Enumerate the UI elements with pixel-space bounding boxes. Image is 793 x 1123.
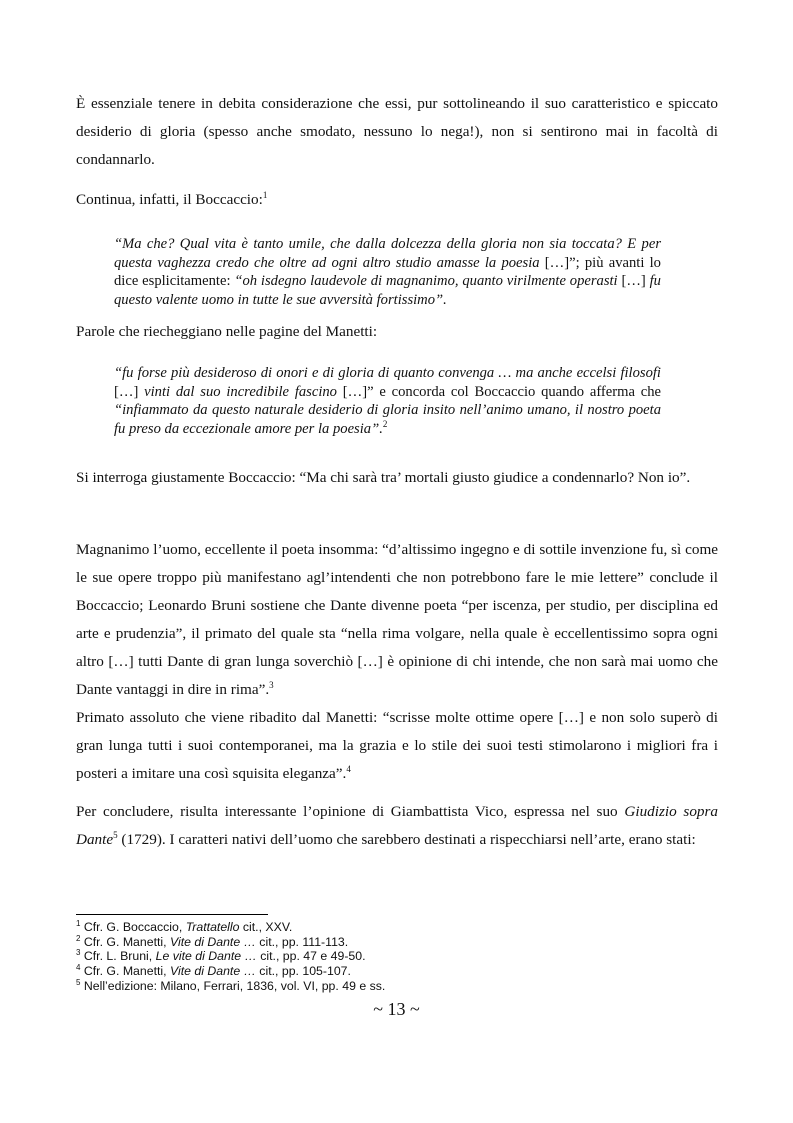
paragraph-6-text: Primato assoluto che viene ribadito dal Manetti: “scrisse molte ottime opere […] e non solo superò di gran lunga tutti i suoi contemporanei, ma la grazia e lo stile dei suoi testi stimolarono i migliori fra i posteri a imitare una così squisita eleganza”. xyxy=(76,709,718,782)
footnote-separator xyxy=(76,914,268,915)
paragraph-7-text-c: (1729). I caratteri nativi dell’uomo che sarebbero destinati a rispecchiarsi nell’arte, erano stati: xyxy=(117,831,696,848)
footnote-2 xyxy=(76,935,718,950)
quote-1-italic-e: fu questo valente uomo in tutte le sue avversità fortissimo”. xyxy=(114,273,661,308)
footnote-ref-2: 2 xyxy=(382,418,388,429)
paragraph-4-text: Si interroga giustamente Boccaccio: “Ma chi sarà tra’ mortali giusto giudice a condennarlo? Non io”. xyxy=(76,469,691,486)
quote-1-italic-c: “oh isdegno laudevole di magnanimo, quanto virilmente operasti xyxy=(234,273,618,289)
footnote-4-title: Vite di Dante … xyxy=(169,964,256,979)
paragraph-6 xyxy=(76,704,718,788)
paragraph-3-text: Parole che riecheggiano nelle pagine del Manetti: xyxy=(76,323,378,340)
footnote-3-post: cit., pp. 47 e 49-50. xyxy=(256,949,366,964)
paragraph-2-text: Continua, infatti, il Boccaccio: xyxy=(76,191,263,208)
paragraph-5-text: Magnanimo l’uomo, eccellente il poeta insomma: “d’altissimo ingegno e di sottile invenzione fu, sì come le sue opere troppo più manifestano agl’intendenti che non potrebbono fare le mie lettere” conclude il Boccaccio; Leonardo Bruni sostiene che Dante divenne poeta “per iscenza, per studio, per disciplina ed arte e prudenzia”, il primato del quale sta “nella rima volgare, nella quale è eccellentissimo sopra ogni altro […] tutti Dante di gran lunga soverchiò […] è opinione di chi intende, che non sarà mai uomo che Dante vantaggi in dire in rima”. xyxy=(76,541,718,698)
paragraph-4 xyxy=(76,464,718,492)
footnote-5-pre: Nell’edizione: Milano, Ferrari, 1836, vol. VI, pp. 49 e ss. xyxy=(80,978,386,993)
quote-2-italic-e: “infiammato da questo naturale desiderio di gloria insito nell’animo umano, il nostro poeta fu preso da eccezionale amore per la poesia”. xyxy=(114,402,661,437)
footnote-2-post: cit., pp. 111-113. xyxy=(255,934,349,949)
page-number: ~ 13 ~ xyxy=(373,999,420,1019)
paragraph-3 xyxy=(76,318,718,346)
footnote-4-post: cit., pp. 105-107. xyxy=(255,964,351,979)
footnote-4-number: 4 xyxy=(76,963,81,973)
footnote-3-pre: Cfr. L. Bruni, xyxy=(80,949,156,964)
quote-2-text-d: […]” e concorda col Boccaccio quando afferma che xyxy=(336,383,661,400)
paragraph-5 xyxy=(76,536,718,704)
quote-2-italic-a: “fu forse più desideroso di onori e di gloria di quanto convenga … ma anche eccelsi filosofi xyxy=(114,365,661,381)
footnotes xyxy=(76,920,718,994)
footnote-5 xyxy=(76,979,718,994)
footnote-1-pre: Cfr. G. Boccaccio, xyxy=(80,920,186,934)
paragraph-7-title: Giudizio sopra Dante xyxy=(76,803,719,848)
footnote-2-pre: Cfr. G. Manetti, xyxy=(80,934,170,949)
footnote-ref-1: 1 xyxy=(262,189,268,200)
footnote-1-post: cit., XXV. xyxy=(239,920,293,934)
paragraph-1 xyxy=(76,90,718,174)
footnote-1-number: 1 xyxy=(76,918,81,928)
quote-1-italic-a: “Ma che? Qual vita è tanto umile, che dalla dolcezza della gloria non sia toccata? E per questa vaghezza credo che oltre ad ogni altro studio amasse la poesia xyxy=(114,236,661,271)
block-quote-2 xyxy=(114,364,661,438)
quote-2-italic-c: vinti dal suo incredibile fascino xyxy=(144,383,337,400)
footnote-ref-3: 3 xyxy=(269,679,274,690)
quote-1-text-b: […]”; più avanti lo dice esplicitamente: xyxy=(114,254,661,289)
footnote-1-title: Trattatello xyxy=(185,920,240,934)
footnote-4 xyxy=(76,964,718,979)
footnote-2-title: Vite di Dante … xyxy=(169,934,256,949)
footnote-ref-4: 4 xyxy=(346,763,351,774)
footnote-3-number: 3 xyxy=(76,948,81,958)
block-quote-1 xyxy=(114,235,661,309)
paragraph-1-text: È essenziale tenere in debita considerazione che essi, pur sottolineando il suo caratteristico e spiccato desiderio di gloria (spesso anche smodato, nessuno lo nega!), non si sentirono mai in facoltà di condannarlo. xyxy=(76,95,718,168)
footnote-ref-5: 5 xyxy=(113,829,118,840)
footnote-2-number: 2 xyxy=(76,933,81,943)
quote-2-text-b: […] xyxy=(114,383,145,400)
paragraph-2 xyxy=(76,186,718,214)
footnote-4-pre: Cfr. G. Manetti, xyxy=(80,964,170,979)
paragraph-7-text-a: Per concludere, risulta interessante l’opinione di Giambattista Vico, espressa nel suo xyxy=(76,803,625,820)
footnote-1 xyxy=(76,920,718,935)
paragraph-7 xyxy=(76,798,718,854)
footnote-5-number: 5 xyxy=(76,977,81,987)
footnote-3-title: Le vite di Dante … xyxy=(155,949,257,964)
footnote-3 xyxy=(76,949,718,964)
quote-1-text-d: […] xyxy=(617,273,650,289)
